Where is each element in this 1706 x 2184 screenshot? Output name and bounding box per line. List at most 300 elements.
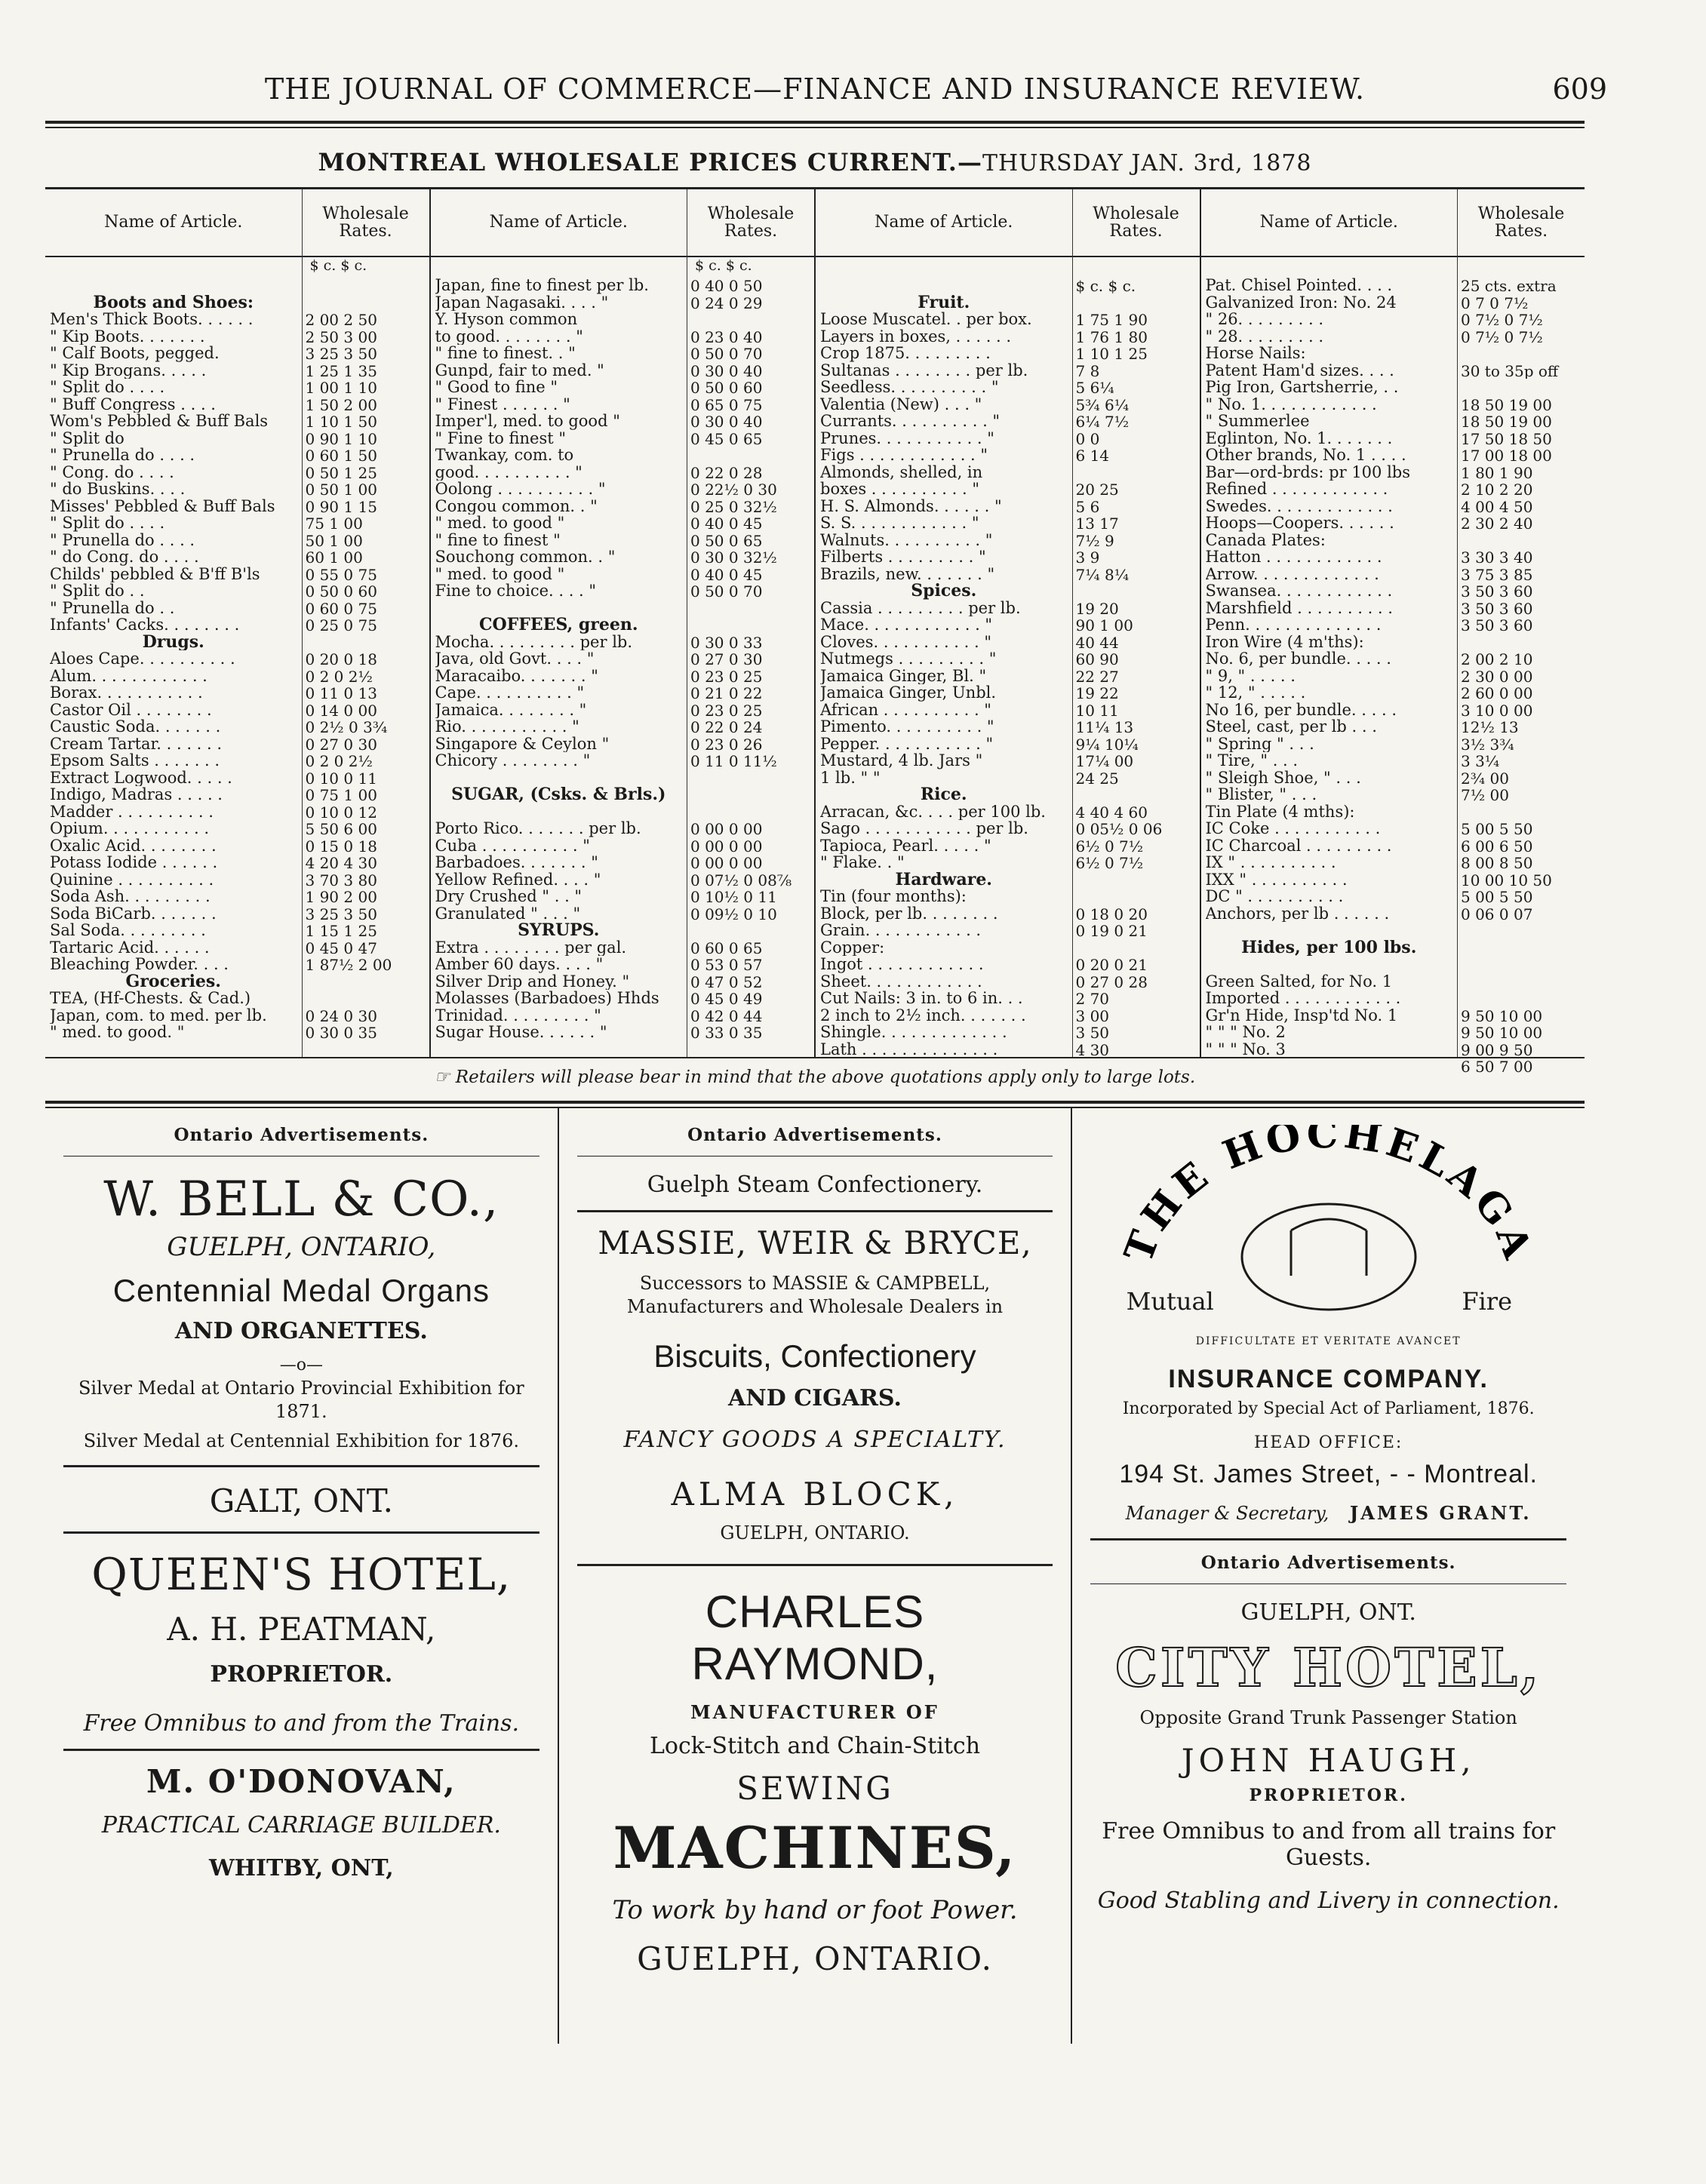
- article-rate: 1 10 1 50: [305, 413, 377, 430]
- article-rate: 0 50 0 60: [305, 582, 377, 600]
- article-rate: 2¾ 00: [1461, 769, 1509, 786]
- article-rate: 0 90 1 10: [305, 429, 377, 447]
- bell-product-sub: AND ORGANETTES.: [174, 1318, 428, 1344]
- article-name: Tin (four months):: [820, 888, 967, 905]
- article-name: Caustic Soda. . . . . . .: [50, 718, 221, 736]
- article-name: Pepper. . . . . . . . . . . ": [820, 735, 994, 752]
- article-name: " Split do . .: [50, 582, 145, 600]
- article-name: " Fine to finest ": [435, 429, 567, 447]
- article-rate: 0 53 0 57: [690, 956, 763, 973]
- article-rate: 2 70: [1075, 990, 1110, 1007]
- carriage-builder-city: WHITBY, ONT,: [208, 1855, 394, 1882]
- article-name: Jamaica. . . . . . . . ": [435, 701, 587, 718]
- article-name: Swansea. . . . . . . . . . . .: [1205, 582, 1393, 600]
- article-name: Hardware.: [895, 871, 992, 888]
- article-rates: [690, 277, 811, 1041]
- queens-hotel-role: PROPRIETOR.: [210, 1661, 393, 1688]
- article-name: DC " . . . . . . . . . .: [1205, 888, 1344, 905]
- units-spacer: [435, 257, 683, 277]
- prices-title: [45, 148, 1585, 177]
- article-name: Pimento. . . . . . . . . . ": [820, 718, 994, 736]
- article-name: IC Charcoal . . . . . . . . .: [1205, 837, 1392, 854]
- article-name: " Prunella do . . . .: [50, 447, 195, 464]
- article-rate: 0 23 0 40: [690, 327, 763, 345]
- column-header-rates: Wholesale Rates.: [303, 189, 429, 257]
- article-name: " 9, " . . . . .: [1205, 667, 1296, 684]
- units-spacer: [1461, 257, 1582, 277]
- article-name: Marshfield . . . . . . . . . .: [1205, 599, 1393, 616]
- article-name: Trinidad. . . . . . . . . ": [435, 1006, 601, 1024]
- article-rate: 0 27 0 30: [305, 735, 377, 752]
- column-header-rates: Wholesale Rates.: [1458, 189, 1585, 257]
- article-rate: [1076, 294, 1197, 312]
- article-rate: 0 30 0 33: [690, 633, 763, 650]
- article-name: Arrow. . . . . . . . . . . . .: [1205, 565, 1379, 582]
- article-rates: [306, 277, 426, 1041]
- article-rate: 75 1 00: [305, 515, 363, 532]
- article-name: Iron Wire (4 m'ths):: [1205, 633, 1364, 650]
- article-rate: 3 75 3 85: [1461, 565, 1533, 582]
- article-name: Aloes Cape. . . . . . . . . .: [50, 650, 235, 668]
- article-rate: 0 11 0 13: [305, 684, 377, 702]
- article-rate: [1461, 939, 1582, 957]
- article-rate: 0 10 0 12: [305, 803, 377, 820]
- article-name: Indigo, Madras . . . . .: [50, 786, 223, 803]
- article-name: Twankay, com. to: [435, 447, 574, 464]
- article-rate: [306, 277, 426, 294]
- article-rate: 3 00: [1075, 1006, 1110, 1024]
- article-name: " Split do . . . .: [50, 379, 165, 396]
- article-rate: 0 7 0 7½: [1461, 293, 1529, 311]
- article-rate: 6½ 0 7½: [1075, 854, 1144, 871]
- city-hotel-name: CITY HOTEL,: [1115, 1636, 1542, 1699]
- article-name: Men's Thick Boots. . . . . .: [50, 311, 254, 328]
- article-rate: 3½ 3¾: [1461, 735, 1514, 752]
- article-name: Sago . . . . . . . . . . . per lb.: [820, 820, 1028, 837]
- article-rate: 6½ 0 7½: [1075, 837, 1144, 854]
- article-name: Sugar House. . . . . . ": [435, 1024, 607, 1041]
- article-name: Y. Hyson common: [435, 311, 578, 328]
- article-name: [1206, 956, 1453, 973]
- article-name: Fine to choice. . . . ": [435, 582, 597, 600]
- ad-column-2: [559, 1108, 1073, 2044]
- names-column: [816, 189, 1073, 1057]
- article-rate: [1461, 922, 1582, 939]
- article-rate: [690, 786, 811, 803]
- article-name: Jamaica Ginger, Unbl.: [820, 684, 997, 702]
- city-hotel-stabling: Good Stabling and Livery in connection.: [1097, 1888, 1560, 1915]
- article-rate: 19 20: [1075, 599, 1119, 616]
- article-rate: 1 15 1 25: [305, 922, 377, 939]
- carriage-builder-trade: PRACTICAL CARRIAGE BUILDER.: [101, 1812, 501, 1839]
- confectionery-firm: MASSIE, WEIR & BRYCE,: [598, 1224, 1032, 1261]
- article-name: Canada Plates:: [1205, 531, 1326, 548]
- pointing-hand-icon: ☞: [434, 1067, 456, 1087]
- article-name: Chicory . . . . . . . . ": [435, 752, 591, 769]
- article-name: Refined . . . . . . . . . . . .: [1205, 481, 1388, 498]
- article-name: SYRUPS.: [518, 922, 600, 939]
- bell-medal-1876: Silver Medal at Centennial Exhibition for 1876.: [83, 1430, 519, 1451]
- ad-column-3: [1072, 1108, 1585, 2044]
- article-name: Java, old Govt. . . . ": [435, 650, 595, 668]
- article-rate: 0 25 0 32½: [690, 497, 777, 515]
- article-name: S. S. . . . . . . . . . . . ": [820, 515, 979, 532]
- article-rate: [690, 447, 811, 464]
- divider: [63, 1531, 539, 1534]
- article-rate: 0 09½ 0 10: [690, 905, 777, 922]
- divider: [1090, 1538, 1566, 1540]
- article-name: " Prunella do . . . .: [50, 531, 195, 548]
- article-rate: 0 45 0 49: [690, 990, 763, 1007]
- confectionery-heading: Guelph Steam Confectionery.: [647, 1172, 983, 1198]
- ornament-divider: —o—: [279, 1356, 323, 1375]
- article-rate: 0 2½ 0 3¾: [305, 718, 388, 736]
- article-name: Sultanas . . . . . . . . per lb.: [820, 361, 1028, 379]
- article-rate: 0 22 0 24: [690, 718, 763, 736]
- article-name: [820, 277, 1068, 294]
- page-number: 609: [1552, 72, 1607, 106]
- article-rate: 1 25 1 35: [305, 361, 377, 379]
- article-name: " med. to good ": [435, 565, 565, 582]
- article-name: Cape. . . . . . . . . . ": [435, 684, 585, 702]
- article-name: [435, 803, 683, 821]
- article-name: IX " . . . . . . . . . .: [1205, 854, 1336, 871]
- article-rate: 4 30: [1075, 1040, 1110, 1058]
- article-rate: 1 00 1 10: [305, 379, 377, 396]
- article-rate: 0 24 0 30: [305, 1006, 377, 1024]
- sewing-machines: MACHINES,: [613, 1814, 1017, 1881]
- confectionery-successors: Successors to MASSIE & CAMPBELL, Manufacturers and Wholesale Dealers in: [626, 1273, 1004, 1318]
- column-header-name: Name of Article.: [45, 189, 302, 257]
- article-names: [50, 277, 297, 1041]
- article-rate: 60 1 00: [305, 548, 363, 566]
- article-name: " Kip Boots. . . . . . .: [50, 327, 205, 345]
- article-name: Pat. Chisel Pointed. . . .: [1205, 277, 1393, 294]
- article-rate: 3 25 3 50: [305, 905, 377, 922]
- article-name: Epsom Salts . . . . . . .: [50, 752, 220, 769]
- article-rate: 3 9: [1075, 548, 1100, 566]
- article-rate: 0 06 0 07: [1461, 905, 1533, 922]
- article-rate: 5¾ 6¼: [1075, 395, 1130, 413]
- column-header-rates: Wholesale Rates.: [1073, 189, 1200, 257]
- article-name: Pig Iron, Gartsherrie, . .: [1205, 379, 1399, 396]
- rates-column: [303, 189, 429, 1057]
- article-name: " Good to fine ": [435, 379, 558, 396]
- article-rate: 6 50 7 00: [1461, 1058, 1533, 1075]
- article-name: Childs' pebbled & B'ff B'ls: [50, 565, 260, 582]
- article-rate: 0 10½ 0 11: [690, 888, 777, 905]
- emblem-motto: DIFFICULTATE ET VERITATE AVANCET: [1195, 1335, 1462, 1347]
- article-rate: 0 00 0 00: [690, 837, 763, 854]
- article-name: Mocha. . . . . . . . . per lb.: [435, 633, 633, 650]
- article-name: Molasses (Barbadoes) Hhds: [435, 990, 659, 1007]
- city-hotel-omnibus: Free Omnibus to and from all trains for Guests.: [1102, 1818, 1556, 1872]
- article-rate: [306, 294, 426, 312]
- article-rate: 19 22: [1075, 684, 1119, 702]
- figures-icon: [1291, 1219, 1366, 1276]
- article-rate: 0 00 0 00: [690, 854, 763, 871]
- article-name: Nutmegs . . . . . . . . . ": [820, 650, 997, 668]
- confectionery-products: Biscuits, Confectionery: [653, 1338, 976, 1375]
- article-name: IXX " . . . . . . . . . .: [1205, 871, 1348, 888]
- journal-title: THE JOURNAL OF COMMERCE—FINANCE AND INSURANCE REVIEW.: [264, 72, 1366, 106]
- article-rate: 0 7½ 0 7½: [1461, 311, 1543, 328]
- article-rate: 0 50 1 25: [305, 463, 377, 481]
- article-rate: 7½ 9: [1075, 531, 1114, 548]
- article-rate: 3 50: [1075, 1024, 1110, 1041]
- names-column: [45, 189, 303, 1057]
- article-rate: 0 22½ 0 30: [690, 481, 777, 498]
- article-rate: [1076, 464, 1197, 481]
- rates-column: [1073, 189, 1200, 1057]
- article-name: Amber 60 days. . . . ": [435, 956, 604, 973]
- article-name: Cream Tartar. . . . . . .: [50, 735, 223, 752]
- article-name: " Finest . . . . . . ": [435, 395, 570, 413]
- article-name: Extract Logwood. . . . .: [50, 769, 232, 786]
- article-rate: 0 25 0 75: [305, 616, 377, 634]
- article-rate: 0 2 0 2½: [305, 667, 373, 684]
- article-rate: 0 40 0 50: [690, 277, 763, 294]
- rates-column: [687, 189, 814, 1057]
- article-rate: 0 75 1 00: [305, 786, 377, 803]
- article-name: Filberts . . . . . . . . . ": [820, 548, 986, 566]
- article-rate: 0 24 0 29: [690, 293, 763, 311]
- article-name: " Cong. do . . . .: [50, 463, 174, 481]
- article-name: Copper:: [820, 938, 885, 956]
- article-rate: 0 19 0 21: [1075, 922, 1148, 939]
- article-rate: 10 00 10 50: [1461, 871, 1552, 888]
- article-name: Jamaica Ginger, Bl. ": [820, 667, 987, 684]
- article-rate: 0 23 0 26: [690, 735, 763, 752]
- article-rate: 3 50 3 60: [1461, 582, 1533, 600]
- article-name: Eglinton, No. 1. . . . . . .: [1205, 429, 1393, 447]
- article-rate: [690, 803, 811, 821]
- article-rate: 7½ 00: [1461, 786, 1509, 803]
- city-hotel-owner: JOHN HAUGH,: [1181, 1741, 1476, 1779]
- article-rate: 3 50 3 60: [1461, 616, 1533, 634]
- article-rate: 0 21 0 22: [690, 684, 763, 702]
- article-name: Mace. . . . . . . . . . . . ": [820, 616, 993, 634]
- article-rate: 0 60 0 65: [690, 938, 763, 956]
- column-header-rates: Wholesale Rates.: [687, 189, 814, 257]
- city-hotel-opposite: Opposite Grand Trunk Passenger Station: [1139, 1706, 1517, 1728]
- article-rate: 0 50 1 00: [305, 481, 377, 498]
- article-rate: 25 cts. extra: [1461, 277, 1557, 294]
- article-name: Seedless. . . . . . . . . . ": [820, 379, 999, 396]
- article-rate: 0 23 0 25: [690, 667, 763, 684]
- article-rate: [1076, 786, 1197, 803]
- running-head: [45, 68, 1607, 113]
- column-header-name: Name of Article.: [1201, 189, 1458, 257]
- article-name: Silver Drip and Honey. ": [435, 972, 630, 990]
- article-name: IC Coke . . . . . . . . . . .: [1205, 820, 1381, 837]
- divider: [63, 1749, 539, 1751]
- article-rate: [690, 922, 811, 939]
- article-rate: 5 6¼: [1075, 379, 1114, 396]
- advertisements: [45, 1108, 1585, 2044]
- article-name: Ingot . . . . . . . . . . . .: [820, 956, 984, 973]
- bell-company-name: W. BELL & CO.,: [103, 1172, 500, 1227]
- divider: [577, 1564, 1053, 1566]
- article-rate: 0 65 0 75: [690, 395, 763, 413]
- article-rate: 6 00 6 50: [1461, 837, 1533, 854]
- article-name: Mustard, 4 lb. Jars ": [820, 752, 983, 769]
- article-rate: 0 30 0 40: [690, 413, 763, 430]
- article-name: Tapioca, Pearl. . . . . ": [820, 837, 991, 854]
- prices-column-1: [45, 189, 431, 1057]
- article-name: Galvanized Iron: No. 24: [1205, 293, 1397, 311]
- article-rate: [1461, 532, 1582, 549]
- article-rate: 0 45 0 47: [305, 938, 377, 956]
- article-rate: 2 60 0 00: [1461, 684, 1533, 702]
- article-rate: 0 45 0 65: [690, 429, 763, 447]
- article-rate: [306, 990, 426, 1007]
- article-name: Souchong common. . ": [435, 548, 616, 566]
- article-rate: 9 50 10 00: [1461, 1006, 1543, 1024]
- article-name: Maracaibo. . . . . . . ": [435, 667, 598, 684]
- units-spacer: [820, 257, 1068, 277]
- article-name: Oxalic Acid. . . . . . . .: [50, 837, 217, 854]
- article-name: " Split do: [50, 429, 124, 447]
- article-name: Tartaric Acid. . . . . .: [50, 938, 210, 956]
- article-rate: 5 00 5 50: [1461, 888, 1533, 905]
- section-heading: Ontario Advertisements.: [1200, 1552, 1456, 1573]
- queens-hotel-owner: A. H. PEATMAN,: [167, 1611, 436, 1648]
- article-rate: 0 60 1 50: [305, 447, 377, 464]
- article-rate: 2 10 2 20: [1461, 481, 1533, 498]
- prices-date: THURSDAY JAN. 3rd, 1878: [982, 150, 1312, 177]
- article-rate: 1 50 2 00: [305, 395, 377, 413]
- article-rate: 0 27 0 30: [690, 650, 763, 668]
- article-rate: 17 50 18 50: [1461, 429, 1552, 447]
- confectionery-city: GUELPH, ONTARIO.: [720, 1522, 910, 1544]
- article-rate: [690, 769, 811, 787]
- units-spacer: [50, 257, 297, 277]
- article-name: [1206, 922, 1453, 939]
- article-name: Tin Plate (4 mths):: [1205, 803, 1355, 820]
- article-name: Fruit.: [918, 293, 970, 311]
- article-rate: 8 00 8 50: [1461, 854, 1533, 871]
- divider: [63, 1465, 539, 1467]
- article-rate: 6 14: [1075, 447, 1110, 464]
- article-rate: 17¼ 00: [1075, 752, 1134, 769]
- article-rate: [690, 600, 811, 617]
- article-name: Alum. . . . . . . . . . . .: [50, 667, 207, 684]
- article-name: Layers in boxes, . . . . . .: [820, 327, 1012, 345]
- article-rate: [1076, 888, 1197, 905]
- article-rate: [1461, 990, 1582, 1007]
- article-rate: 1 10 1 25: [1075, 345, 1148, 362]
- divider: [63, 1156, 539, 1157]
- article-name: Cassia . . . . . . . . . per lb.: [820, 599, 1021, 616]
- article-rate: 0 50 0 65: [690, 531, 763, 548]
- article-name: Shingle. . . . . . . . . . . . .: [820, 1024, 1007, 1041]
- article-rate: [1461, 634, 1582, 651]
- article-name: Currants. . . . . . . . . . ": [820, 413, 1001, 430]
- article-rate: 0 50 0 70: [690, 345, 763, 362]
- article-name: " " " No. 3: [1205, 1040, 1286, 1058]
- article-rate: 1 76 1 80: [1075, 327, 1148, 345]
- article-name: Spices.: [911, 582, 977, 600]
- article-name: " Kip Brogans. . . . .: [50, 361, 207, 379]
- article-name: " Blister, " . . .: [1205, 786, 1317, 803]
- article-rate: 0 14 0 00: [305, 701, 377, 718]
- article-name: Castor Oil . . . . . . . .: [50, 701, 212, 718]
- article-rate: 0 30 0 32½: [690, 548, 777, 566]
- article-rates: [1461, 277, 1582, 1075]
- article-rate: 60 90: [1075, 650, 1119, 668]
- article-name: Japan, fine to finest per lb.: [435, 277, 649, 294]
- insurance-address: 194 St. James Street, - - Montreal.: [1119, 1460, 1538, 1489]
- article-name: African . . . . . . . . . . ": [820, 701, 991, 718]
- article-name: Boots and Shoes:: [93, 293, 254, 311]
- sewing-manufacturer-of: MANUFACTURER OF: [690, 1700, 939, 1723]
- manager-label: Manager & Secretary,: [1125, 1503, 1329, 1525]
- article-rate: 3 3¼: [1461, 752, 1500, 769]
- article-rate: 3 25 3 50: [305, 345, 377, 362]
- article-rate: [1461, 973, 1582, 991]
- article-name: " Calf Boots, pegged.: [50, 345, 220, 362]
- article-rate: 9¼ 10¼: [1075, 735, 1139, 752]
- article-rate: 0 55 0 75: [305, 565, 377, 582]
- article-name: boxes . . . . . . . . . . ": [820, 481, 979, 498]
- article-name: Dry Crushed " . . ": [435, 888, 582, 905]
- queens-hotel-name: QUEEN'S HOTEL,: [91, 1549, 512, 1601]
- article-name: Oolong . . . . . . . . . . ": [435, 481, 606, 498]
- article-name: Potass Iodide . . . . . .: [50, 854, 218, 871]
- header-rule: [45, 121, 1585, 128]
- article-rate: 2 50 3 00: [305, 327, 377, 345]
- retailers-notice: [45, 1067, 1585, 1087]
- article-name: Patent Ham'd sizes. . . .: [1205, 361, 1394, 379]
- article-name: " 28. . . . . . . . .: [1205, 327, 1324, 345]
- column-header-name: Name of Article.: [431, 189, 687, 257]
- article-name: [435, 769, 683, 787]
- article-name: " do Buskins. . . .: [50, 481, 186, 498]
- article-rate: 22 27: [1075, 667, 1119, 684]
- article-name: " med. to good. ": [50, 1024, 185, 1041]
- article-name: Lath . . . . . . . . . . . . . .: [820, 1040, 998, 1058]
- article-rate: 0 50 0 70: [690, 582, 763, 600]
- article-name: Cloves. . . . . . . . . . . ": [820, 633, 992, 650]
- sewing-stitch-types: Lock-Stitch and Chain-Stitch: [649, 1732, 981, 1759]
- article-name: " do Cong. do . . . .: [50, 548, 199, 566]
- article-rate: 0 42 0 44: [690, 1006, 763, 1024]
- article-rate: 18 50 19 00: [1461, 395, 1552, 413]
- article-rate: 1 75 1 90: [1075, 311, 1148, 328]
- article-rate: 0 33 0 35: [690, 1024, 763, 1041]
- article-name: " Tire, " . . .: [1205, 752, 1299, 769]
- divider: [1090, 1583, 1566, 1584]
- article-name: 2 inch to 2½ inch. . . . . . .: [820, 1006, 1026, 1024]
- article-name: Congou common. . ": [435, 497, 598, 515]
- bell-city: GUELPH, ONTARIO,: [167, 1232, 436, 1262]
- article-name: Opium. . . . . . . . . . .: [50, 820, 209, 837]
- article-rate: 0 60 0 75: [305, 599, 377, 616]
- article-name: Arracan, &c. . . . per 100 lb.: [820, 803, 1046, 820]
- article-name: Soda BiCarb. . . . . . .: [50, 905, 217, 922]
- article-name: Bleaching Powder. . . .: [50, 956, 229, 973]
- mutual-label: Mutual: [1126, 1287, 1214, 1316]
- carriage-builder-name: M. O'DONOVAN,: [146, 1763, 456, 1801]
- article-name: Soda Ash. . . . . . . . .: [50, 888, 211, 905]
- confectionery-fancy-goods: FANCY GOODS A SPECIALTY.: [623, 1427, 1007, 1454]
- article-rate: 2 00 2 10: [1461, 650, 1533, 668]
- article-name: Rice.: [920, 786, 967, 803]
- article-rate: 9 00 9 50: [1461, 1040, 1533, 1058]
- article-rate: 3 30 3 40: [1461, 548, 1533, 566]
- article-rate: 0 15 0 18: [305, 837, 377, 854]
